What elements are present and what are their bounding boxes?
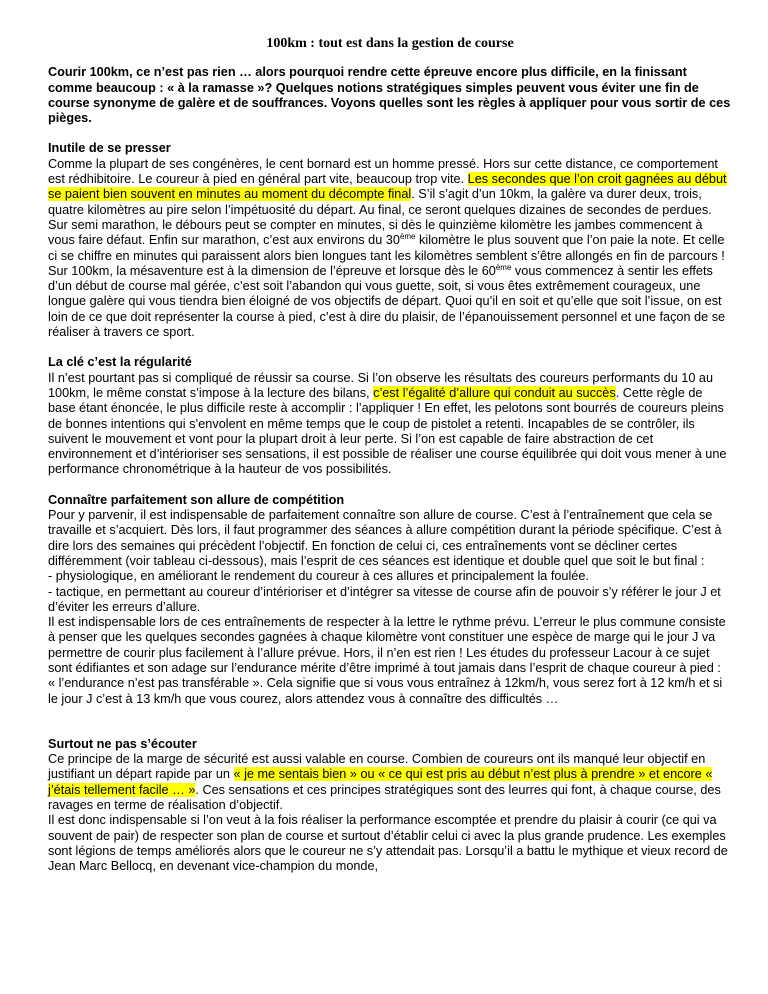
section-heading: Surtout ne pas s’écouter <box>48 736 197 751</box>
text-run: . Cette règle de base étant énoncée, le plus difficile reste à accomplir : l’appliquer ! En effet, les pelotons sont bourrés de coureurs pleins de bonnes intentions qui s’envolent en même temps que le coup de pistolet a retenti. Incapables de se contrôler, ils suivent le mouvement et vont pour la plupart droit à leur perte. Si l’on est capable de faire abstraction de cet environnement et d’intérioriser ses sensations, il est possible de réaliser une course équilibrée qui doit vous mener à une performance chronométrique à la hauteur de vos possibilités. <box>48 385 727 477</box>
text-run: . Ces sensations et ces principes stratégiques sont des leurres qui font, à chaque course, des ravages en terme de réalisation d’objectif. <box>48 782 721 813</box>
text-run: vous commencez à sentir les effets d’un début de course mal gérée, c’est soit l’abandon qui vous guette, soit, si vous êtes extrêmement courageux, une longue galère qui vous tiendra bien éloigné de vos objectifs de départ. Quoi qu’il en soit et qu’elle que soit l’issue, on est loin de ce que doit représenter la course à pied, c’est à dire du plaisir, de l’épanouissement personnel et une façon de se réaliser à travers ce sport. <box>48 263 726 340</box>
blank-line <box>48 722 732 737</box>
document-title: 100km : tout est dans la gestion de course <box>266 36 514 51</box>
paragraph <box>48 157 732 264</box>
highlighted-text: Les secondes que l’on croit gagnées au début se paient bien souvent en minutes au moment du décompte final <box>48 172 727 202</box>
list-item: - tactique, en permettant au coureur d’intérioriser et d’intégrer sa vitesse de course afin de pouvoir s’y référer le jour J et d’éviter les erreurs d’allure. <box>48 584 721 614</box>
text-run: Il n’est pourtant pas si compliqué de réussir sa course. Si l’on observe les résultats des coureurs performants du 10 au 100km, le même constat s’impose à la lecture des bilans, <box>48 370 714 400</box>
text-run: Comme la plupart de ses congénères, le cent bornard est un homme pressé. Hors sur cette distance, ce comportement est rédhibitoire. Le coureur à pied en général part vite, beaucoup trop vite. <box>48 156 718 187</box>
highlighted-text: c’est l’égalité d’allure qui conduit au succès <box>373 385 616 400</box>
section-connaitre-son-allure <box>48 493 732 707</box>
paragraph: Il est donc indispensable si l’on veut à la fois réaliser la performance escomptée et prendre du plaisir à courir (ce qui va souvent de pair) de respecter son plan de course et surtout d’établir celui ci avec la plus grande prudence. Les exemples sont légions de temps améliorés alors que le coureur ne s’y attendait pas. Lorsqu’il a battu le mythique et vieux record de Jean Marc Bellocq, en devenant vice-champion du monde, <box>48 813 728 874</box>
section-la-cle-c-est-la-regularite <box>48 355 732 477</box>
superscript: ème <box>495 262 512 272</box>
paragraph <box>48 264 732 340</box>
highlighted-text: « je me sentais bien » ou « ce qui est pris au début n’est plus à prendre » et encore « j’étais tellement facile … » <box>48 767 713 797</box>
text-run: kilomètre le plus souvent que l’on paie la note. Et celle ci se chiffre en minutes qui paraissent alors bien longues tant les kilomètres semblent s’être allongés en fin de parcours ! <box>48 233 725 263</box>
text-run: . S’il s’agit d’un 10km, la galère va durer deux, trois, quatre kilomètres au pire selon l’impétuosité du départ. Au final, ce seront quelques dizaines de secondes de perdues. Sur semi marathon, le débours peut se compter en minutes, si dès le quinzième kilomètre les jambes commencent à vous faire défaut. Enfin sur marathon, c’est aux environs du 30 <box>48 187 712 248</box>
paragraph: Il est indispensable lors de ces entraînements de respecter à la lettre le rythme prévu. L’erreur le plus commune consiste à penser que les quelques secondes gagnées à chaque kilomètre vont constituer une espèce de marge qui le jour J va permettre de courir plus facilement à l’allure prévue. Hors, il n’en est rien ! Les études du professeur Lacour à ce sujet sont édifiantes et son adage sur l’endurance mérite d’être imprimé à tout jamais dans l’esprit de chaque coureur à pied : <box>48 615 726 675</box>
section-heading: Inutile de se presser <box>48 141 171 156</box>
text-run: Ce principe de la marge de sécurité est aussi valable en course. Combien de coureurs ont ils manqué leur objectif en justifiant un départ rapide par un <box>48 752 706 782</box>
paragraph <box>48 752 732 813</box>
document-page <box>48 36 732 890</box>
superscript: ème <box>399 232 416 242</box>
paragraph: « l’endurance n’est pas transférable ». Cela signifie que si vous vous entraînez à 12km/h, vous serez fort à 12 km/h et si le jour J c’est à 13 km/h que vous courez, alors attendez vous à connaître des difficultés … <box>48 676 723 706</box>
intro-paragraph: Courir 100km, ce n’est pas rien … alors pourquoi rendre cette épreuve encore plus difficile, en la finissant comme beaucoup : « à la ramasse »? Quelques notions stratégiques simples peuvent vous éviter une fin de course synonyme de galère et de souffrances. Voyons quelles sont les règles à appliquer pour vous sortir de ces pièges. <box>48 65 731 126</box>
paragraph: Pour y parvenir, il est indispensable de parfaitement connaître son allure de course. C’est à l’entraînement que cela se travaille et s’acquiert. Dès lors, il faut programmer des séances à allure compétition durant la période spécifique. C’est à dire lors des semaines qui précèdent l’objectif. En fonction de celui ci, ces entraînements vont se décliner certes différemment (voir tableau ci-dessous), mais l’esprit de ces séances est identique et double quel que soit le but final : <box>48 508 722 568</box>
section-surtout-ne-pas-s-ecouter <box>48 737 732 875</box>
text-run: Sur 100km, la mésaventure est à la dimension de l’épreuve et lorsque dès le 60 <box>48 263 496 278</box>
section-heading: La clé c’est la régularité <box>48 355 192 370</box>
section-inutile-de-se-presser <box>48 141 732 340</box>
paragraph <box>48 371 732 478</box>
list-item: - physiologique, en améliorant le rendement du coureur à ces allures et principalement la foulée. <box>48 569 589 584</box>
section-heading: Connaître parfaitement son allure de compétition <box>48 492 345 507</box>
